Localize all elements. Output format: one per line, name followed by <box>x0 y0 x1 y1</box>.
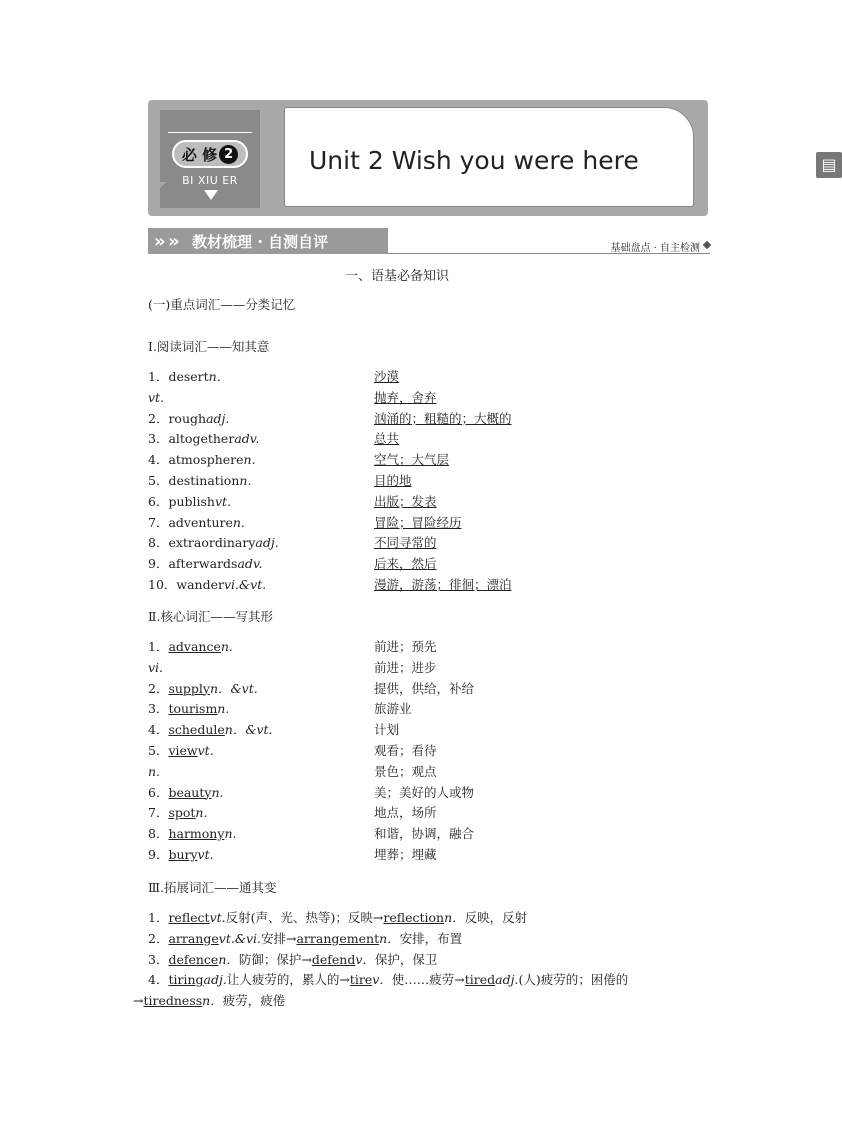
entry-word: extraordinary <box>168 535 256 551</box>
entry-word: tired <box>464 972 496 988</box>
part-title: (一)重点词汇——分类记忆 <box>148 297 296 312</box>
badge-pill <box>172 140 248 168</box>
badge-number: 2 <box>219 145 238 164</box>
entry-number: 3． <box>148 431 169 447</box>
entry-meaning: 反映，反射 <box>464 910 528 925</box>
entry-number: 7． <box>148 514 169 530</box>
extended-entry <box>148 910 527 926</box>
vocab-entry <box>148 826 236 842</box>
vocab-entry <box>148 577 266 593</box>
entry-pos: n. <box>243 452 256 468</box>
badge-subtitle: BI XIU ER <box>182 174 238 187</box>
entry-word: arrangement <box>296 930 380 946</box>
entry-pos: vt.&vi. <box>218 930 261 946</box>
entry-number: 8． <box>148 535 169 551</box>
extended-entry <box>133 993 285 1009</box>
entry-pos: adv. <box>234 431 260 447</box>
entry-meaning: 美；美好的人或物 <box>374 784 475 800</box>
diamond-icon <box>703 241 711 249</box>
entry-meaning: 后来，然后 <box>374 556 437 572</box>
entry-word: destination <box>168 473 240 488</box>
entry-word: rough <box>168 410 207 426</box>
badge-triangle-icon <box>204 190 218 200</box>
entry-pos: adj. <box>203 972 227 988</box>
entry-pos: vt. <box>197 847 214 862</box>
entry-pos: n．&vt. <box>224 722 273 738</box>
entry-number: 2． <box>148 410 169 426</box>
entry-meaning: 和谐，协调，融合 <box>374 826 475 842</box>
entry-number: 9． <box>148 556 169 572</box>
entry-word: supply <box>168 680 210 696</box>
extended-entry <box>148 952 437 968</box>
entry-number: 1． <box>148 639 169 654</box>
entry-number: 7． <box>148 805 169 821</box>
entry-meaning: 提供，供给，补给 <box>374 680 475 696</box>
entry-number: 6． <box>148 784 169 800</box>
entry-number: 8． <box>148 826 169 842</box>
entry-pos: vt. <box>214 493 232 509</box>
entry-word: publish <box>168 493 215 509</box>
entry-meaning: 冒险；冒险经历 <box>374 514 462 530</box>
vocab-entry <box>148 452 256 468</box>
extended-entry <box>148 931 462 947</box>
entry-pos: vt. <box>197 743 214 758</box>
entry-word: reflection <box>383 910 445 925</box>
entry-pos: n．&vt. <box>209 680 258 696</box>
entry-pos: n． <box>444 910 465 925</box>
entry-number: 6． <box>148 493 169 509</box>
entry-word: reflect <box>168 910 210 925</box>
entry-number: 5． <box>148 743 169 758</box>
entry-meaning: (人)疲劳的；困倦的 <box>518 972 629 988</box>
entry-meaning: 防御；保护→ <box>238 951 312 967</box>
vocab-entry <box>148 390 164 406</box>
entry-number: 3． <box>148 701 169 717</box>
entry-word: desert <box>168 369 209 384</box>
group-title-extended: Ⅲ.拓展词汇——通其变 <box>148 880 277 895</box>
vocab-entry <box>148 515 245 531</box>
entry-word: bury <box>168 847 198 862</box>
entry-meaning: 保护，保卫 <box>374 951 438 967</box>
entry-meaning: 观看；看待 <box>374 743 437 758</box>
group-title-reading: Ⅰ.阅读词汇——知其意 <box>148 339 270 354</box>
entry-word: wander <box>176 577 224 592</box>
entry-meaning: 景色；观点 <box>374 763 437 779</box>
entry-word: atmosphere <box>168 452 244 468</box>
entry-word: tire <box>349 972 373 988</box>
section-tab <box>148 228 388 254</box>
entry-meaning: 总共 <box>374 431 400 447</box>
entry-number: 1． <box>148 369 169 384</box>
vocab-entry <box>148 847 214 863</box>
entry-word: schedule <box>168 722 225 738</box>
entry-number: 4． <box>148 452 169 468</box>
vocab-entry <box>148 764 160 780</box>
entry-pos: adj. <box>206 410 230 426</box>
entry-word: defend <box>311 951 356 967</box>
entry-meaning: 漫游，游荡；徘徊；漂泊 <box>374 577 512 592</box>
vocab-entry <box>148 681 258 697</box>
main-heading: 一、语基必备知识 <box>344 269 449 284</box>
chevron-right-icon: » <box>154 231 166 252</box>
entry-word: view <box>168 743 198 758</box>
vocab-entry <box>148 473 251 489</box>
section-right-label: 基础盘点 · 自主检测 <box>610 243 700 254</box>
entry-pos: n. <box>239 473 252 488</box>
vocab-entry <box>148 369 229 385</box>
chevron-right-icon: » <box>168 231 180 252</box>
arrow-icon: → <box>133 993 144 1009</box>
entry-word: arrange <box>168 930 219 946</box>
entry-word: harmony <box>168 826 225 842</box>
vocab-entry <box>148 411 229 427</box>
entry-pos: adj. <box>255 535 279 551</box>
vocab-entry <box>148 494 231 510</box>
entry-pos: n. <box>211 784 224 800</box>
entry-number: 9． <box>148 847 169 862</box>
entry-pos: adj. <box>495 972 519 988</box>
entry-meaning: 埋葬；埋藏 <box>374 847 437 862</box>
entry-pos: n． <box>379 930 400 946</box>
entry-word: advance <box>168 639 221 654</box>
entry-meaning: 前进；预先 <box>374 639 437 654</box>
entry-meaning: 旅游业 <box>374 701 412 717</box>
entry-meaning: 前进；进步 <box>374 659 437 675</box>
entry-pos: n. <box>232 514 245 530</box>
entry-pos: n． <box>202 993 223 1009</box>
title-box <box>284 107 837 207</box>
entry-meaning: 疲劳，疲倦 <box>222 993 286 1009</box>
entry-meaning: 空气；大气层 <box>374 452 450 468</box>
entry-word: tourism <box>168 701 218 717</box>
entry-pos: v． <box>372 972 392 988</box>
banner-corner <box>148 182 166 200</box>
entry-meaning: 安排，布置 <box>399 930 463 946</box>
entry-pos: v． <box>355 951 375 967</box>
entry-word: altogether <box>168 431 235 447</box>
entry-meaning: 反射(声、光、热等)；反映→ <box>225 910 384 925</box>
entry-number: 4． <box>148 972 169 988</box>
vocab-entry <box>148 701 229 717</box>
entry-word: tiring <box>168 972 204 988</box>
section-bar <box>148 228 710 256</box>
entry-number: 1． <box>148 910 169 925</box>
entry-word: adventure <box>168 514 233 530</box>
vocab-entry <box>148 639 233 655</box>
entry-number: 5． <box>148 473 169 488</box>
extended-entry <box>148 972 628 988</box>
entry-pos: adv. <box>237 556 263 572</box>
vocab-entry <box>148 743 214 759</box>
entry-pos: vi.&vt. <box>223 577 267 592</box>
vocab-entry <box>148 431 259 447</box>
entry-meaning: 汹涌的；粗糙的；大概的 <box>374 410 512 426</box>
entry-word: afterwards <box>168 556 238 572</box>
entry-pos: n． <box>208 369 230 384</box>
entry-number: 10． <box>148 577 177 592</box>
section-label: 教材梳理 · 自测自评 <box>192 233 329 251</box>
entry-meaning: 地点，场所 <box>374 805 437 821</box>
vocab-entry <box>148 722 273 738</box>
book-search-icon: ▤ <box>816 152 842 178</box>
entry-word: defence <box>168 951 219 967</box>
entry-pos: n． <box>218 951 239 967</box>
vocab-entry <box>148 535 279 551</box>
badge-text: 必 修 <box>181 145 218 164</box>
entry-meaning: 安排→ <box>260 930 297 946</box>
entry-pos: vt. <box>148 389 165 405</box>
entry-number: 2． <box>148 930 169 946</box>
entry-word: beauty <box>168 784 212 800</box>
entry-number: 2． <box>148 680 169 696</box>
entry-word: tiredness <box>143 993 203 1009</box>
entry-pos: n. <box>217 701 230 717</box>
entry-meaning: 出版；发表 <box>374 493 437 509</box>
entry-pos: n. <box>148 763 161 779</box>
entry-meaning: 让人疲劳的，累人的→ <box>226 972 350 988</box>
vocab-entry <box>148 556 263 572</box>
unit-title: Unit 2 Wish you were here <box>309 146 639 175</box>
vocab-entry <box>148 785 223 801</box>
entry-pos: vt. <box>209 910 226 925</box>
entry-number: 4． <box>148 722 169 738</box>
entry-pos: n. <box>195 805 208 821</box>
entry-number: 3． <box>148 951 169 967</box>
group-title-core: Ⅱ.核心词汇——写其形 <box>148 609 273 624</box>
entry-pos: n. <box>220 639 233 654</box>
entry-pos: vi. <box>148 659 164 675</box>
entry-meaning: 不同寻常的 <box>374 535 437 551</box>
entry-meaning: 计划 <box>374 722 400 738</box>
badge-line <box>168 132 252 133</box>
course-badge <box>160 110 260 208</box>
entry-pos: n. <box>224 826 237 842</box>
entry-meaning: 抛弃，舍弃 <box>374 389 437 405</box>
unit-banner <box>148 100 837 216</box>
entry-meaning: 目的地 <box>374 473 412 488</box>
vocab-entry <box>148 660 163 676</box>
entry-meaning: 沙漠 <box>374 369 400 384</box>
vocab-entry <box>148 805 207 821</box>
entry-meaning: 使……疲劳→ <box>391 972 465 988</box>
entry-word: spot <box>168 805 196 821</box>
